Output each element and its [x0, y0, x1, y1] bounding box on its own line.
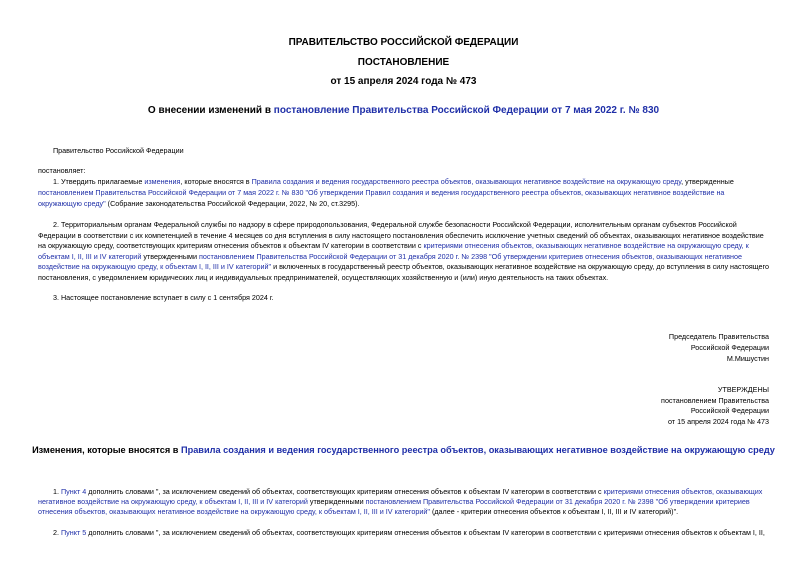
c1-text-c: (далее - критерии отнесения объектов к объектам I, II, III и IV категорий)". — [429, 507, 679, 516]
government-heading: ПРАВИТЕЛЬСТВО РОССИЙСКОЙ ФЕДЕРАЦИИ — [288, 37, 519, 48]
approved-line-3: Российской Федерации — [690, 406, 769, 415]
c2-text-a: дополнить словами ", за исключением сведений об объектах, соответствующих критериям отнесения объектов к объектам IV категории в соответствии с критериями отнесения объектов к объектам I, II, — [86, 528, 765, 537]
c2-num: 2. — [53, 528, 61, 537]
document-type: ПОСТАНОВЛЕНИЕ — [357, 57, 450, 68]
resolution-2398-link[interactable]: постановлением Правительства Российской Федерации от 31 декабря 2020 г. № 2398 "Об утверждении критериев отнесения объектов, оказывающих негативное — [199, 252, 742, 261]
rules-link[interactable]: Правила создания и ведения государственного реестра объектов, оказывающих негативное воздействие на окружающую среду — [251, 177, 682, 186]
changes-title — [0, 445, 807, 455]
resolution-830-link-cont[interactable]: окружающую среду" — [38, 199, 106, 208]
point-4-link[interactable]: Пункт 4 — [61, 487, 87, 496]
title-prefix: О внесении изменений в — [147, 105, 274, 116]
c1-text-b: утвержденными — [307, 497, 366, 506]
approved-line-2: постановлением Правительства — [661, 396, 769, 405]
p2-line-2: Федерации в соответствии с их компетенцией в течение 4 месяцев со дня вступления в силу настоящего постановления обеспечить исключение учетных сведений об объектах, оказывающих негативное воздействие — [38, 231, 764, 240]
c1-criteria-link-cont[interactable]: негативное воздействие на окружающую среду, к объектам I, II, III и IV категорий — [38, 497, 308, 506]
p1-text-a: 1. Утвердить прилагаемые — [53, 177, 145, 186]
c1-text-a: дополнить словами ", за исключением сведений об объектах, соответствующих критериям отнесения объектов к объектам IV категории в соответствии с — [86, 487, 604, 496]
approved-line-4: от 15 апреля 2024 года № 473 — [667, 417, 769, 426]
p1-text-d: (Собрание законодательства Российской Федерации, 2022, № 20, ст.3295). — [105, 199, 360, 208]
document-title — [0, 105, 807, 116]
approved-line-1: УТВЕРЖДЕНЫ — [717, 385, 769, 394]
changes-title-link[interactable]: Правила создания и ведения государственного реестра объектов, оказывающих негативное воздействие на окружающую среду — [180, 445, 775, 455]
resolution-2398-link-cont[interactable]: воздействие на окружающую среду, к объектам I, II, III и IV категорий" — [38, 262, 272, 271]
paragraph-3: 3. Настоящее постановление вступает в силу с 1 сентября 2024 г. — [53, 293, 274, 302]
p2-text-a: на окружающую среду, соответствующих критериям отнесения объектов к объектам IV категории в соответствии с — [38, 241, 424, 250]
intro-government: Правительство Российской Федерации — [53, 146, 184, 155]
c1-resolution-2398-link-cont[interactable]: отнесения объектов, оказывающих негативное воздействие на окружающую среду, к объектам I, II, III и IV категорий" — [38, 507, 430, 516]
point-5-link[interactable]: Пункт 5 — [61, 528, 87, 537]
p1-text-b: , которые вносятся в — [180, 177, 252, 186]
p2-text-c: и включенных в государственный реестр объектов, оказывающих негативное воздействие на окружающую среду, до вступления в силу настоящего — [271, 262, 770, 271]
resolution-830-link[interactable]: постановлением Правительства Российской Федерации от 7 мая 2022 г. № 830 "Об утверждении Правил создания и ведения государственного реестра объектов, оказывающих негативное воздействие на — [38, 188, 725, 197]
changes-link[interactable]: изменения — [144, 177, 181, 186]
c1-resolution-2398-link[interactable]: постановлением Правительства Российской Федерации от 31 декабря 2020 г. № 2398 "Об утверждении критериев — [365, 497, 750, 506]
p2-text-b: утвержденными — [141, 252, 200, 261]
document-date-number: от 15 апреля 2024 года № 473 — [330, 76, 477, 87]
p1-text-c: , утвержденные — [681, 177, 734, 186]
c1-criteria-link[interactable]: критериями отнесения объектов, оказывающих — [603, 487, 763, 496]
signature-name: М.Мишустин — [726, 354, 769, 363]
p2-line-1: 2. Территориальным органам Федеральной службы по надзору в сфере природопользования, Федеральной службе безопасности Российской Федерации, исполнительным органам субъектов Российской — [53, 220, 737, 229]
c1-num: 1. — [53, 487, 61, 496]
signature-line-2: Российской Федерации — [690, 343, 769, 352]
changes-title-prefix: Изменения, которые вносятся в — [32, 445, 181, 455]
intro-resolves: постановляет: — [38, 166, 86, 175]
signature-line-1: Председатель Правительства — [668, 332, 769, 341]
p2-line-6: постановления, с уведомлением юридических лиц и индивидуальных предпринимателей, осуществляющих хозяйственную и (или) иную деятельность на таких объектах. — [38, 273, 609, 282]
criteria-link-cont[interactable]: объектам I, II, III и IV категорий — [38, 252, 142, 261]
title-link[interactable]: постановление Правительства Российской Федерации от 7 мая 2022 г. № 830 — [273, 105, 660, 116]
criteria-link[interactable]: критериями отнесения объектов, оказывающих негативное воздействие на окружающую среду, к — [423, 241, 749, 250]
